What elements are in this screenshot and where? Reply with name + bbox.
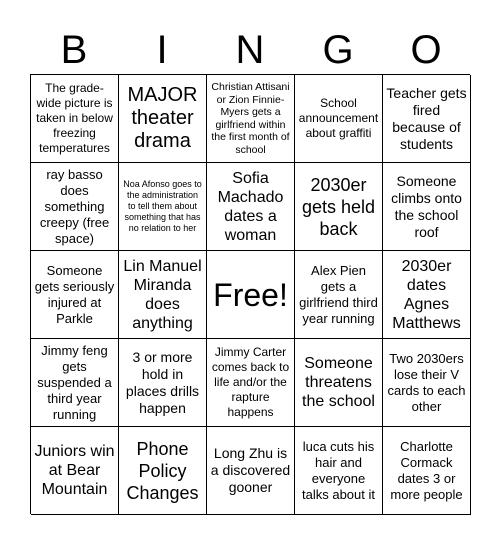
bingo-cell[interactable] [119, 339, 207, 427]
bingo-cell[interactable] [31, 427, 119, 515]
cell-text: Long Zhu is a discovered gooner [210, 445, 291, 495]
header-letter-i: I [156, 28, 168, 72]
bingo-card [30, 74, 470, 514]
cell-text: Someone climbs onto the school roof [391, 172, 462, 240]
bingo-cell[interactable] [295, 75, 383, 163]
cell-text: Phone Policy Changes [126, 438, 199, 503]
cell-text: 3 or more hold in places drills happen [125, 348, 200, 416]
header-letter-b: B [60, 28, 88, 72]
free-space-cell[interactable] [207, 251, 295, 339]
bingo-cell[interactable] [207, 427, 295, 515]
bingo-cell[interactable] [119, 163, 207, 251]
free-space-text: Free! [213, 276, 288, 313]
cell-text: luca cuts his hair and everyone talks about it [302, 438, 375, 502]
bingo-cell[interactable] [31, 339, 119, 427]
bingo-cell[interactable] [31, 75, 119, 163]
cell-text: Charlotte Cormack dates 3 or more people [390, 438, 463, 502]
bingo-cell[interactable] [295, 339, 383, 427]
header-letter-n: N [235, 28, 265, 72]
cell-text: MAJOR theater drama [127, 84, 198, 152]
bingo-cell[interactable] [383, 251, 471, 339]
bingo-cell[interactable] [295, 427, 383, 515]
cell-text: Christian Attisani or Zion Finnie-Myers gets a girlfriend within the first month of school [211, 81, 290, 156]
bingo-cell[interactable] [383, 339, 471, 427]
cell-text: Sofia Machado dates a woman [217, 169, 284, 244]
bingo-cell[interactable] [207, 163, 295, 251]
bingo-cell[interactable] [383, 75, 471, 163]
bingo-cell[interactable] [295, 163, 383, 251]
bingo-cell[interactable] [119, 427, 207, 515]
cell-text: 2030er dates Agnes Matthews [392, 257, 461, 332]
cell-text: Someone gets seriously injured at Parkle [34, 262, 115, 326]
cell-text: Someone threatens the school [302, 355, 375, 410]
cell-text: Teacher gets fired because of students [386, 84, 467, 152]
bingo-cell[interactable] [207, 75, 295, 163]
cell-text: ray basso does something creepy (free space) [39, 166, 110, 246]
cell-text: Two 2030ers lose their V cards to each other [387, 350, 466, 414]
bingo-cell[interactable] [119, 251, 207, 339]
cell-text: Noa Afonso goes to the administration to tell them about something that has no relation to her [123, 179, 202, 233]
cell-text: Lin Manuel Miranda does anything [123, 257, 202, 332]
cell-text: 2030er gets held back [301, 174, 376, 239]
bingo-header [30, 28, 470, 72]
cell-text: Jimmy Carter comes back to life and/or the rapture happens [211, 345, 290, 419]
cell-text: Alex Pien gets a girlfriend third year running [299, 262, 378, 326]
cell-text: School announcement about graffiti [298, 96, 379, 140]
bingo-cell[interactable] [383, 427, 471, 515]
bingo-cell[interactable] [31, 251, 119, 339]
bingo-cell[interactable] [31, 163, 119, 251]
cell-text: Jimmy feng gets suspended a third year running [37, 342, 112, 422]
bingo-cell[interactable] [119, 75, 207, 163]
bingo-cell[interactable] [207, 339, 295, 427]
header-letter-g: G [322, 28, 354, 72]
bingo-cell[interactable] [383, 163, 471, 251]
cell-text: The grade-wide picture is taken in below freezing temperatures [36, 81, 113, 155]
bingo-cell[interactable] [295, 251, 383, 339]
header-letter-o: O [410, 28, 442, 72]
cell-text: Juniors win at Bear Mountain [34, 443, 115, 498]
